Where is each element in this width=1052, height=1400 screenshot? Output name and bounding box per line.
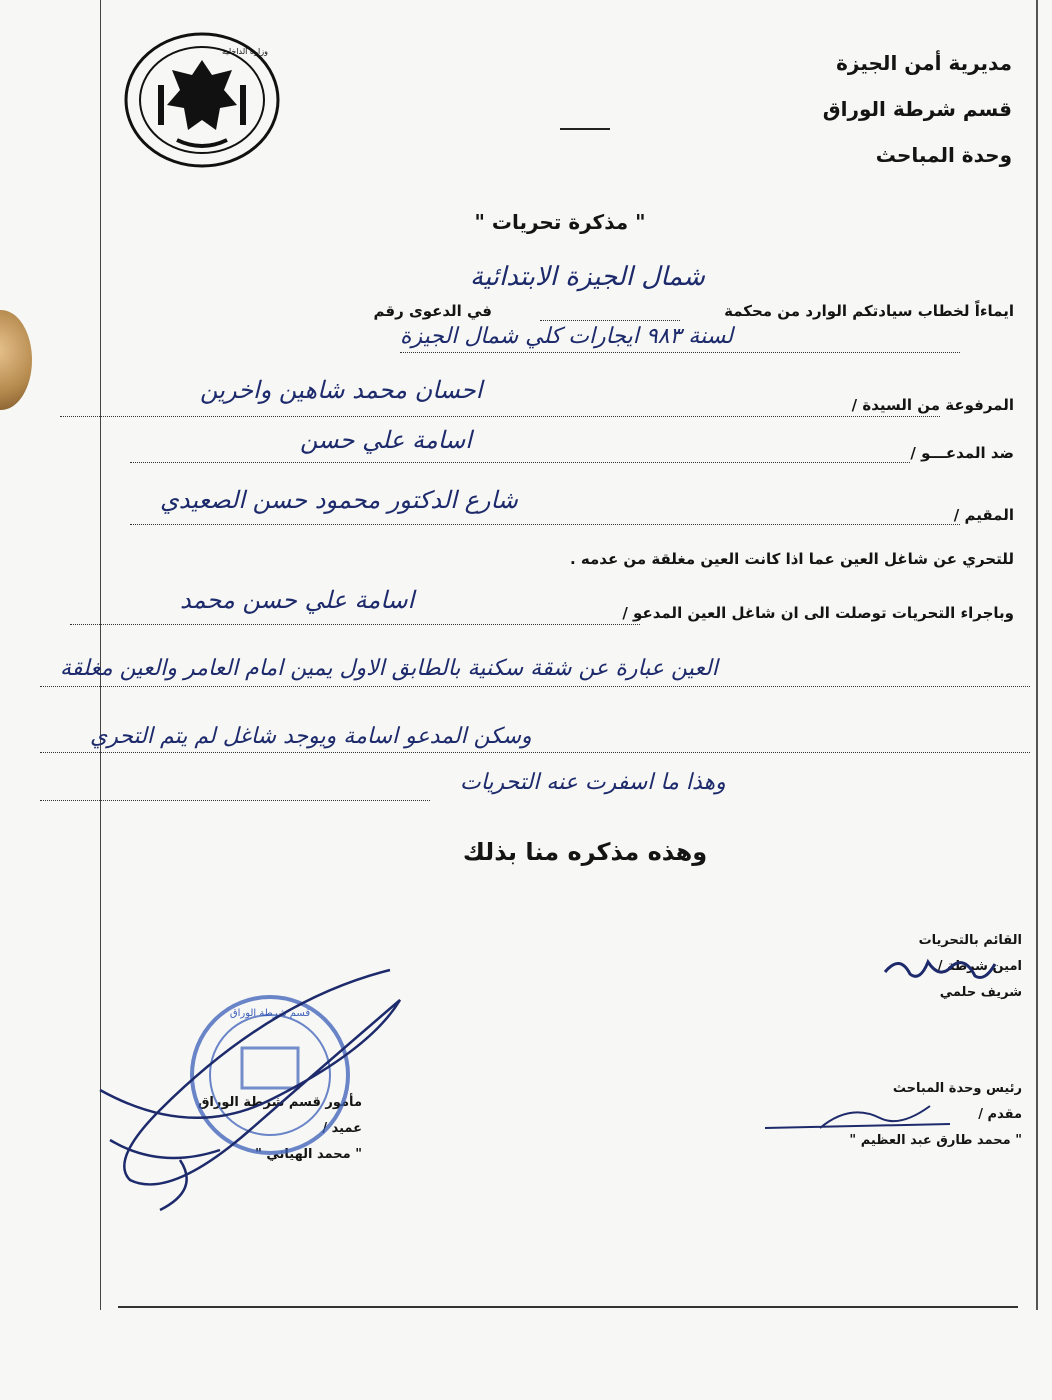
plaintiff-line [60,416,940,417]
station-chief-rank: عميد / [322,1121,362,1136]
case-line [400,352,960,353]
court-value: شمال الجيزة الابتدائية [470,262,705,292]
address-line [130,524,960,525]
investigator-name: شريف حلمي [939,985,1022,1000]
handwritten-line: العين عبارة عن شقة سكنية بالطابق الاول يمين امام العامر والعين مغلقة [60,656,718,681]
investigator-title: القائم بالتحريات [918,933,1022,948]
defendant-label: ضد المدعـــو / [910,444,1014,462]
investigator-signature [880,952,1000,986]
unit-head-title: رئيس وحدة المباحث [892,1081,1022,1096]
ministry-emblem [122,30,282,170]
page-edge [1036,0,1038,1310]
defendant-value: اسامة علي حسن [300,426,472,454]
address-value: شارع الدكتور محمود حسن الصعيدي [160,486,518,514]
body-line [40,686,1030,687]
directorate-name: مديرية أمن الجيزة [836,51,1012,75]
result-value: اسامة علي حسن محمد [180,586,415,614]
document-title: " مذكرة تحريات " [474,210,646,234]
investigator-role: امين شرطة / [937,959,1022,974]
bottom-border [118,1306,1018,1308]
unit-head-signature [760,1098,960,1138]
unit-head-rank: مقدم / [978,1107,1022,1122]
police-station-name: قسم شرطة الوراق [822,97,1012,121]
closing-statement: وهذه مذكره منا بذلك [462,838,708,866]
station-chief-signature [70,960,430,1220]
body-line [40,800,430,801]
address-label: المقيم / [953,506,1014,524]
unit-name: وحدة المباحث [875,143,1012,167]
punch-hole [0,310,32,410]
inquiry-text: للتحري عن شاغل العين عما اذا كانت العين مغلقة من عدمه . [569,550,1014,568]
station-chief-title: مأمور قسم شرطة الوراق [197,1095,362,1110]
defendant-line [130,462,910,463]
stamp-text: قسم شرطة الوراق [229,1008,311,1019]
header-dash [560,128,610,130]
handwritten-line: وسكن المدعو اسامة ويوجد شاغل لم يتم التحري [90,724,532,749]
plaintiff-label: المرفوعة من السيدة / [851,396,1014,414]
case-label: في الدعوى رقم [373,302,492,320]
station-chief-name: " محمد الهياتي " [255,1147,362,1162]
handwritten-line: وهذا ما اسفرت عنه التحريات [460,770,726,795]
result-label: وباجراء التحريات توصلت الى ان شاغل العين المدعو / [622,604,1014,622]
unit-head-name: " محمد طارق عبد العظيم " [849,1133,1022,1148]
issuer-header [762,40,1012,178]
court-label: ايماءاً لخطاب سيادتكم الوارد من محكمة [724,302,1014,320]
plaintiff-value: احسان محمد شاهين واخرين [200,376,483,404]
case-value: لسنة ٩٨٣ ايجارات كلي شمال الجيزة [400,324,734,349]
result-line [70,624,640,625]
body-line [40,752,1030,753]
emblem-text: وزارة الداخلية [222,47,268,56]
court-line [540,320,680,321]
